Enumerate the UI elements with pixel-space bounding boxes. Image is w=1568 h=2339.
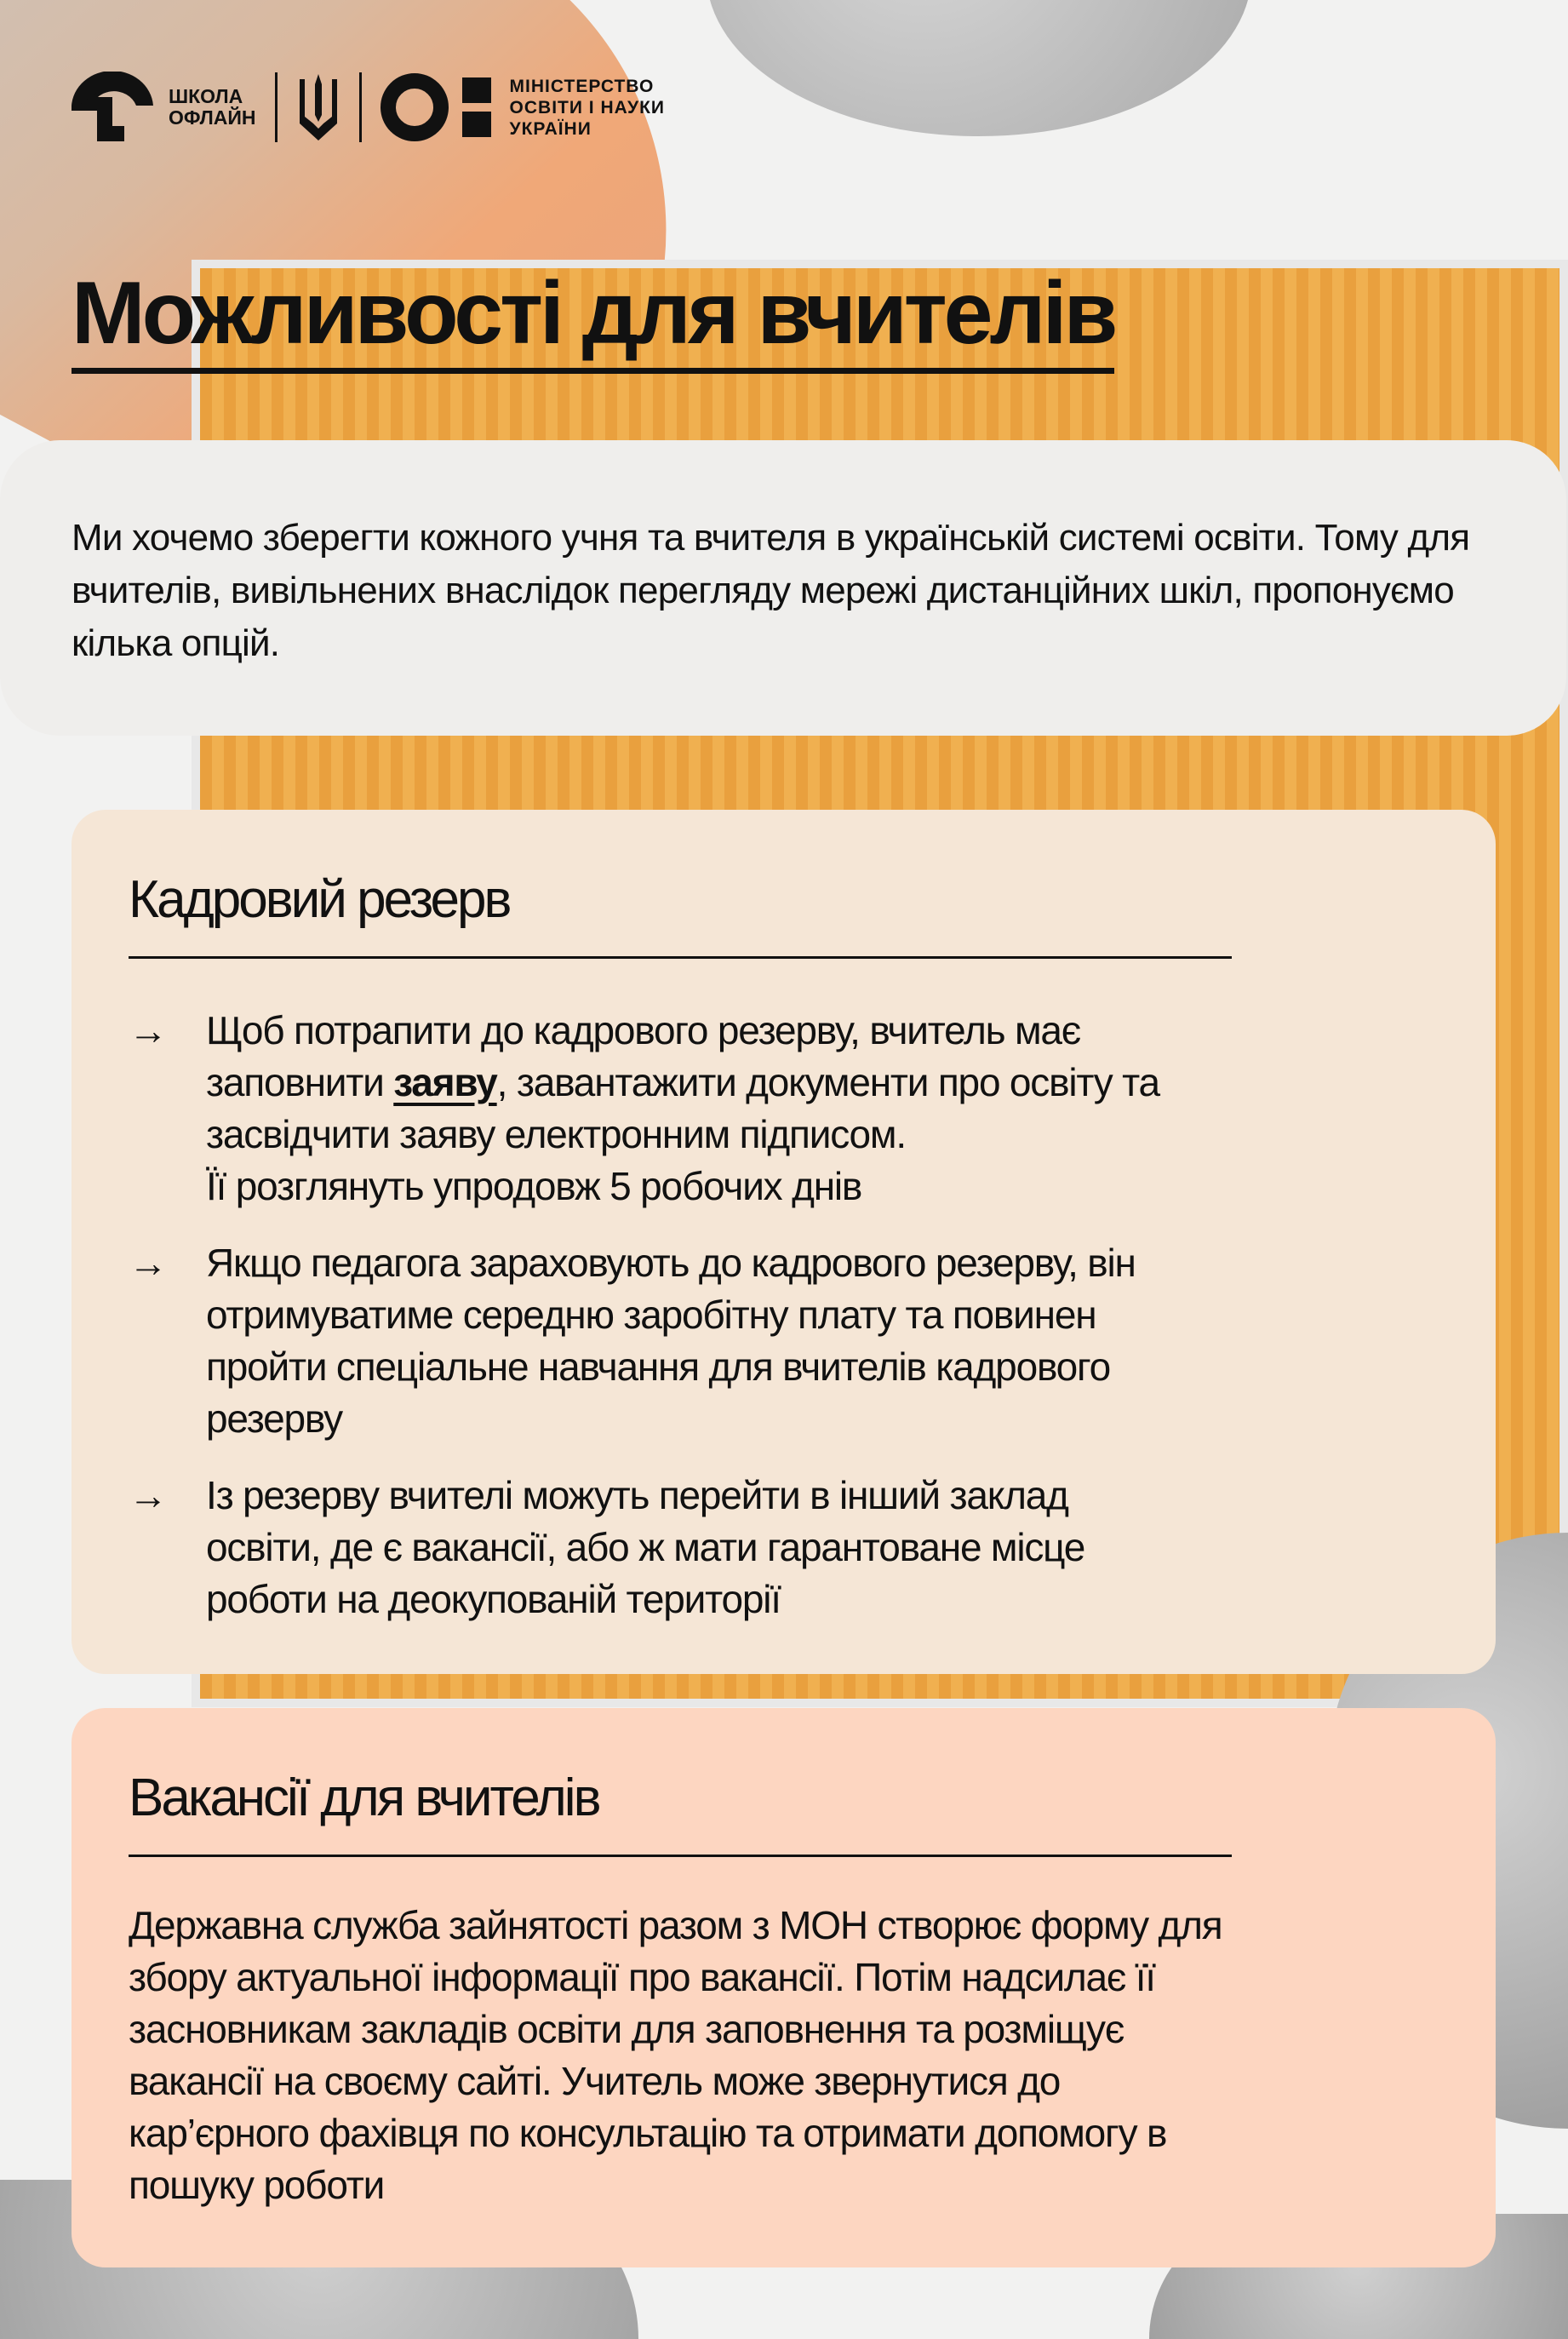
background-gray-shape xyxy=(707,0,1251,136)
intro-text: Ми хочемо зберегти кожного учня та вчителя в українській системі освіти. Тому для вчителів, вивільнених внаслідок перегляду мережі дистанційних шкіл, пропонуємо кілька опцій. xyxy=(72,517,1470,664)
reserve-card xyxy=(72,810,1496,1674)
school-offline-logo xyxy=(72,72,256,143)
arrow-right-icon: → xyxy=(129,1473,167,1517)
vacancies-text: Державна служба зайнятості разом з МОН створює форму для збору актуальної інформації про вакансії. Потім надсилає її засновникам закладів освіти для заповнення та розміщує вакансії на своєму сайті. Учитель може звернутися до кар’єрного фахівця по консультацію та отримати допомогу в пошуку роботи xyxy=(129,1903,1222,2207)
application-link[interactable]: заяву xyxy=(393,1060,497,1104)
logo-bar xyxy=(72,66,665,148)
school-logo-line2: ОФЛАЙН xyxy=(169,106,256,129)
intro-box xyxy=(0,440,1566,736)
vacancies-card xyxy=(72,1708,1496,2267)
ministry-line3: УКРАЇНИ xyxy=(509,118,592,139)
item-text: , завантажити документи про освіту та засвідчити заяву електронним підписом. xyxy=(206,1060,1159,1156)
divider xyxy=(129,1855,1232,1857)
logo-divider xyxy=(359,72,362,142)
page-title: Можливості для вчителів xyxy=(72,262,1114,374)
logo-divider xyxy=(275,72,278,142)
ministry-logo-icon xyxy=(381,72,500,142)
school-offline-icon xyxy=(72,72,157,143)
ministry-line2: ОСВІТИ І НАУКИ xyxy=(509,97,665,118)
item-text: Із резерву вчителі можуть перейти в інший заклад освіти, де є вакансії, або ж мати гарантоване місце роботи на деокупованій території xyxy=(206,1473,1085,1621)
item-text: Щоб потрапити до кадрового резерву, вчитель має заповнити xyxy=(206,1008,1081,1104)
list-item xyxy=(129,1005,1439,1212)
divider xyxy=(129,956,1232,959)
vacancies-heading: Вакансії для вчителів xyxy=(129,1769,599,1827)
ministry-line1: МІНІСТЕРСТВО xyxy=(509,76,655,96)
item-text: Якщо педагога зараховують до кадрового резерву, він отримуватиме середню заробітну плату та повинен пройти спеціальне навчання для вчителів кадрового резерву xyxy=(206,1241,1136,1441)
trident-icon xyxy=(296,72,340,142)
school-logo-line1: ШКОЛА xyxy=(169,85,243,107)
list-item xyxy=(129,1470,1439,1625)
reserve-heading: Кадровий резерв xyxy=(129,870,510,929)
item-text: Її розглянуть упродовж 5 робочих днів xyxy=(206,1164,862,1208)
arrow-right-icon: → xyxy=(129,1241,167,1285)
list-item xyxy=(129,1237,1439,1445)
arrow-right-icon: → xyxy=(129,1008,167,1052)
reserve-list xyxy=(129,1005,1439,1625)
